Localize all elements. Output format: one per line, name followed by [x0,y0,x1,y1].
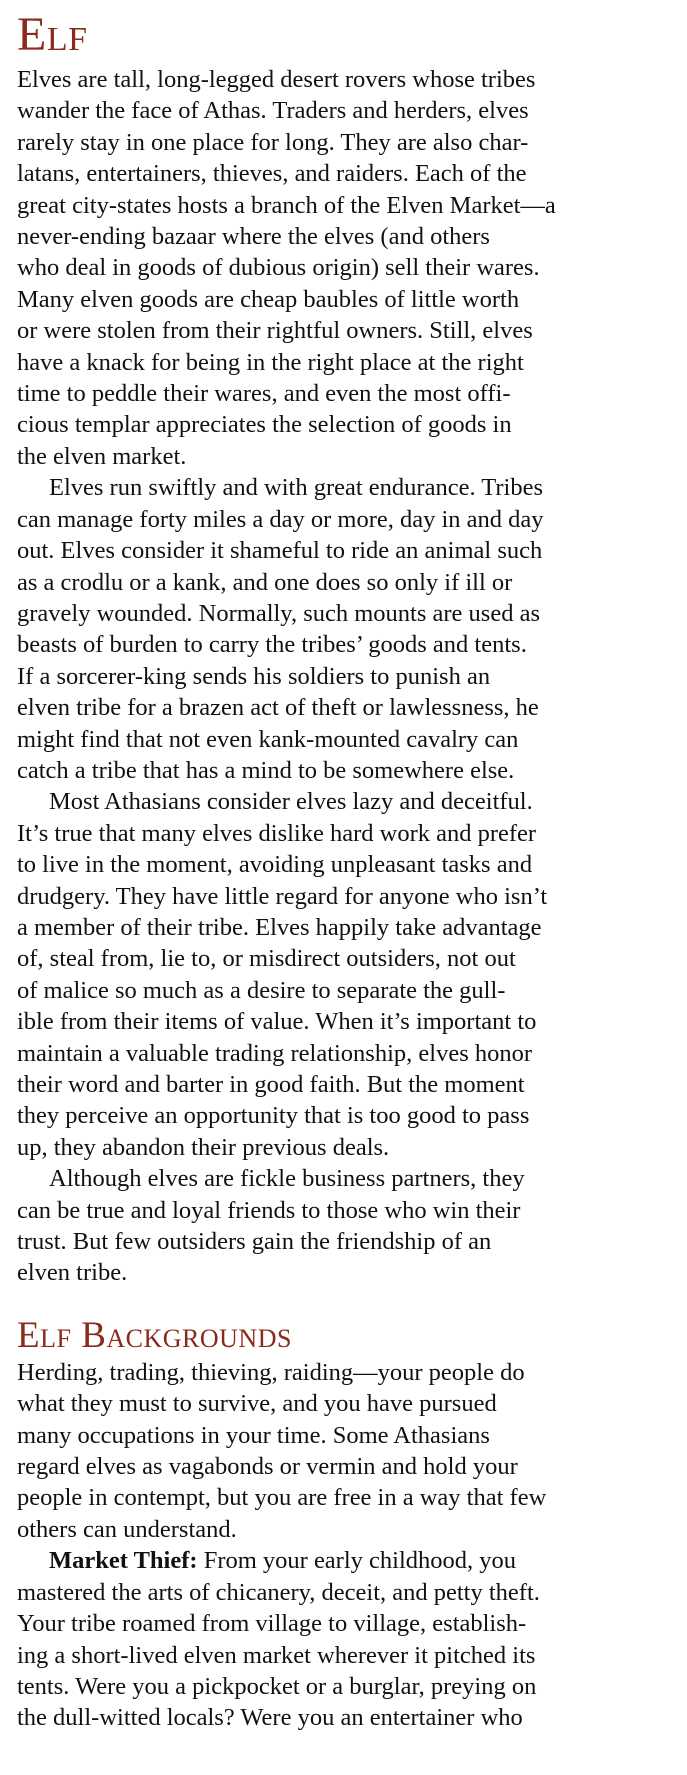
text-line: a member of their tribe. Elves happily take advantage [17,913,542,941]
text-line: time to peddle their wares, and even the most offi- [17,380,511,408]
text-line: latans, entertainers, thieves, and raiders. Each of the [17,160,527,188]
text-line: beasts of burden to carry the tribes’ goods and tents. [17,631,527,659]
text-line: If a sorcerer-king sends his soldiers to punish an [17,662,491,690]
text-line: mastered the arts of chicanery, deceit, and petty theft. [17,1578,540,1606]
text-line: ing a short-lived elven market wherever it pitched its [17,1641,536,1669]
text-line: can be true and loyal friends to those who win their [17,1196,521,1224]
text-line: who deal in goods of dubious origin) sell their wares. [17,254,540,282]
text-line: Herding, trading, thieving, raiding—your people do [17,1358,525,1386]
page-title: Elf [17,8,88,61]
text-line: out. Elves consider it shameful to ride an animal such [17,537,543,565]
text-line: many occupations in your time. Some Athasians [17,1421,490,1449]
text-line: the elven market. [17,442,187,470]
text-line: Elves are tall, long-legged desert rovers whose tribes [17,66,536,93]
text-line: gravely wounded. Normally, such mounts are used as [17,599,540,627]
text-line: tents. Were you a pickpocket or a burglar, preying on [17,1672,537,1700]
market-thief-label: Market Thief: [49,1547,198,1575]
backgrounds-section [17,1357,667,1734]
text-line: might find that not even kank-mounted cavalry can [17,725,519,753]
text-line: their word and barter in good faith. But the moment [17,1071,525,1098]
text-line: great city-states hosts a branch of the Elven Market—a [17,191,556,219]
text-line: Your tribe roamed from village to village, establish- [17,1610,527,1638]
text-line: others can understand. [17,1515,237,1543]
text-line: of, steal from, lie to, or misdirect outsiders, not out [17,945,516,973]
text-line: Elves run swiftly and with great endurance. Tribes [49,474,543,502]
document-page [17,0,667,1734]
text-line: what they must to survive, and you have pursued [17,1390,497,1418]
text-line: maintain a valuable trading relationship, elves honor [17,1039,533,1067]
text-line: elven tribe for a brazen act of theft or lawlessness, he [17,694,539,722]
text-line: Many elven goods are cheap baubles of little worth [17,285,520,313]
text-line: have a knack for being in the right place at the right [17,348,524,376]
text-line: Most Athasians consider elves lazy and deceitful. [49,788,533,816]
text-line: up, they abandon their previous deals. [17,1133,390,1161]
section-heading: Elf Backgrounds [17,1314,292,1356]
text-line: the dull-witted locals? Were you an entertainer who [17,1704,523,1732]
text-line: they perceive an opportunity that is too good to pass [17,1102,530,1130]
market-thief-text: From your early childhood, you [197,1547,517,1575]
text-line: ible from their items of value. When it’s important to [17,1008,537,1036]
text-line: It’s true that many elves dislike hard work and prefer [17,819,537,847]
text-line: can manage forty miles a day or more, day in and day [17,505,544,533]
text-line: Although elves are fickle business partners, they [49,1165,525,1193]
text-line: drudgery. They have little regard for anyone who isn’t [17,882,548,910]
text-line: trust. But few outsiders gain the friendship of an [17,1228,492,1256]
text-line: elven tribe. [17,1259,128,1287]
text-line: or were stolen from their rightful owners. Still, elves [17,317,533,345]
text-line: wander the face of Athas. Traders and herders, elves [17,97,529,125]
text-line: rarely stay in one place for long. They are also char- [17,128,529,156]
text-line: never-ending bazaar where the elves (and others [17,223,490,251]
text-line: as a crodlu or a kank, and one does so only if ill or [17,568,513,596]
text-line: regard elves as vagabonds or vermin and hold your [17,1453,518,1481]
text-line: to live in the moment, avoiding unpleasant tasks and [17,851,533,879]
text-line: of malice so much as a desire to separate the gull- [17,976,506,1004]
text-line: people in contempt, but you are free in a way that few [17,1484,547,1512]
text-line: cious templar appreciates the selection of goods in [17,411,512,439]
intro-section [17,64,667,1289]
text-line: catch a tribe that has a mind to be somewhere else. [17,756,515,784]
market-thief-line [17,1545,667,1576]
